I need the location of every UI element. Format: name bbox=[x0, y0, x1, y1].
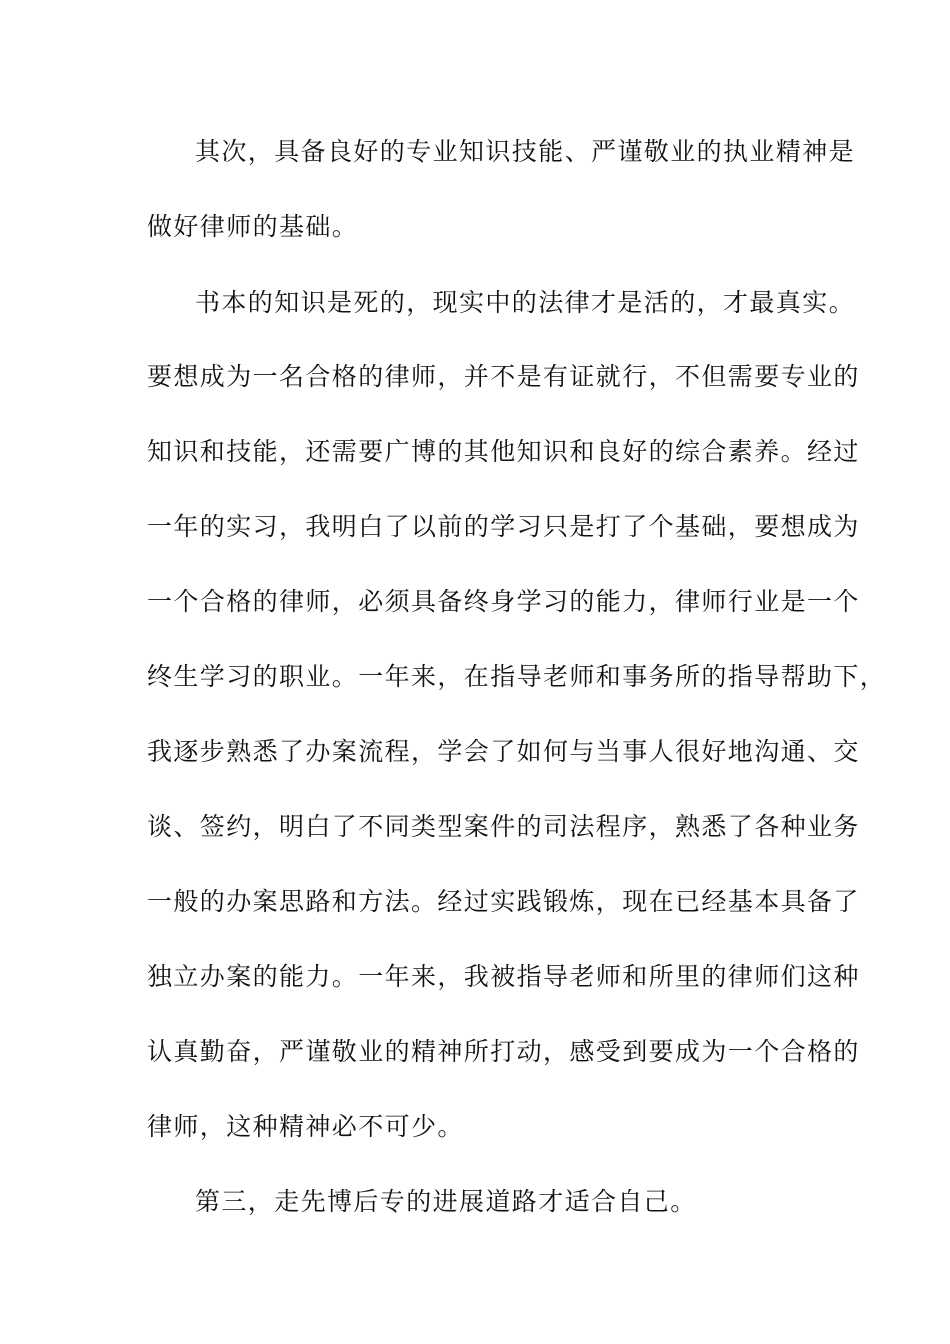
paragraph-line-8: 终生学习的职业。一年来，在指导老师和事务所的指导帮助下， bbox=[147, 662, 887, 691]
paragraph-line-12: 独立办案的能力。一年来，我被指导老师和所里的律师们这种 bbox=[147, 962, 860, 991]
paragraph-line-3: 书本的知识是死的，现实中的法律才是活的，才最真实。 bbox=[195, 288, 856, 317]
paragraph-line-5: 知识和技能，还需要广博的其他知识和良好的综合素养。经过 bbox=[147, 437, 860, 466]
paragraph-line-4: 要想成为一名合格的律师，并不是有证就行，不但需要专业的 bbox=[147, 362, 860, 391]
paragraph-line-7: 一个合格的律师，必须具备终身学习的能力，律师行业是一个 bbox=[147, 587, 860, 616]
paragraph-line-9: 我逐步熟悉了办案流程，学会了如何与当事人很好地沟通、交 bbox=[147, 737, 860, 766]
paragraph-line-1: 其次，具备良好的专业知识技能、严谨敬业的执业精神是 bbox=[195, 137, 856, 166]
paragraph-line-15: 第三，走先博后专的进展道路才适合自己。 bbox=[195, 1187, 697, 1216]
paragraph-line-14: 律师，这种精神必不可少。 bbox=[147, 1112, 464, 1141]
paragraph-line-2: 做好律师的基础。 bbox=[147, 212, 359, 241]
paragraph-line-6: 一年的实习，我明白了以前的学习只是打了个基础，要想成为 bbox=[147, 512, 860, 541]
paragraph-line-13: 认真勤奋，严谨敬业的精神所打动，感受到要成为一个合格的 bbox=[147, 1037, 860, 1066]
paragraph-line-10: 谈、签约，明白了不同类型案件的司法程序，熟悉了各种业务 bbox=[147, 812, 860, 841]
paragraph-line-11: 一般的办案思路和方法。经过实践锻炼，现在已经基本具备了 bbox=[147, 887, 860, 916]
